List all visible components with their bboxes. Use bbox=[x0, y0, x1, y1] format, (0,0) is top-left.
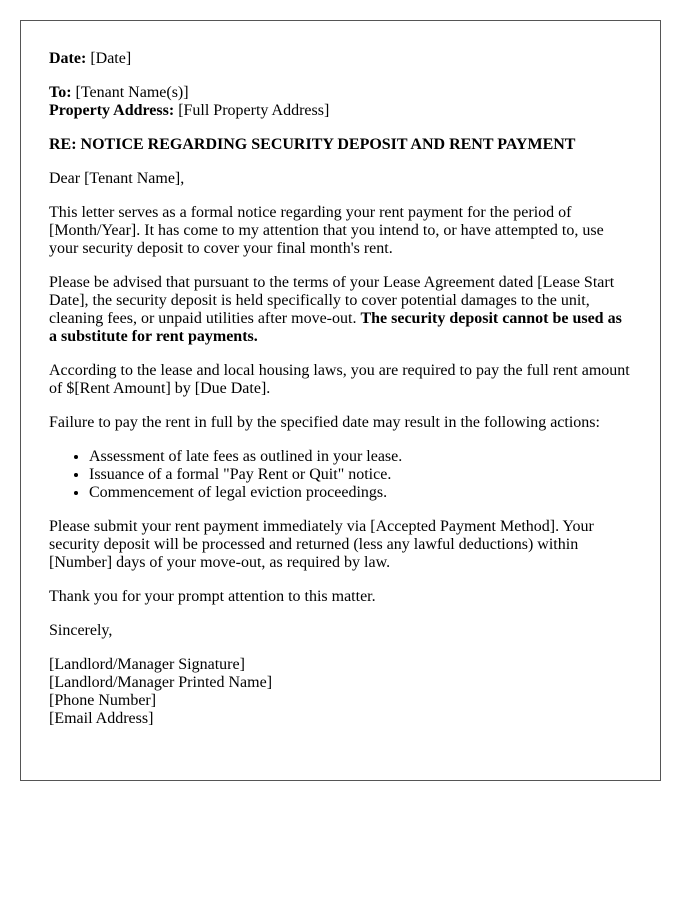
actions-list bbox=[49, 448, 631, 502]
paragraph-notice: This letter serves as a formal notice regarding your rent payment for the period of [Month/Year]. It has come to my attention that you intend to, or have attempted to, use your security deposit to cover your final month's rent. bbox=[49, 204, 604, 257]
lease-terms-text: Please be advised that pursuant to the terms of your Lease Agreement dated [Lease Start Date], the security deposit is held specifically to cover potential damages to the unit, cleaning fees, or unpaid utilities after move-out. bbox=[49, 274, 615, 327]
letter bbox=[20, 20, 661, 781]
email-line: [Email Address] bbox=[49, 710, 154, 727]
salutation: Dear [Tenant Name], bbox=[49, 170, 185, 187]
signature-line: [Landlord/Manager Signature] bbox=[49, 656, 245, 673]
address-label: Property Address: bbox=[49, 102, 175, 119]
to-label: To: bbox=[49, 84, 72, 101]
date-line bbox=[49, 50, 631, 68]
list-item: • Issuance of a formal "Pay Rent or Quit" notice. bbox=[89, 466, 631, 484]
list-item: • Assessment of late fees as outlined in your lease. bbox=[89, 448, 631, 466]
header-block bbox=[49, 50, 631, 68]
to-line bbox=[49, 84, 631, 102]
lease-terms-emphasis: The security deposit cannot be used as a substitute for rent payments. bbox=[49, 310, 622, 345]
date-label: Date: bbox=[49, 50, 87, 67]
address-value: [Full Property Address] bbox=[178, 102, 330, 119]
subject-line: RE: NOTICE REGARDING SECURITY DEPOSIT AND RENT PAYMENT bbox=[49, 136, 576, 153]
recipient-block bbox=[49, 84, 631, 120]
closing: Sincerely, bbox=[49, 622, 113, 639]
paragraph-payment-instructions: Please submit your rent payment immediately via [Accepted Payment Method]. Your security deposit will be processed and returned (less any lawful deductions) within [Number] days of your move-out, as required by law. bbox=[49, 518, 594, 571]
date-value: [Date] bbox=[90, 50, 132, 67]
signature-block bbox=[49, 656, 631, 728]
paragraph-rent-due: According to the lease and local housing laws, you are required to pay the full rent amount of $[Rent Amount] by [Due Date]. bbox=[49, 362, 630, 397]
paragraph-thanks: Thank you for your prompt attention to this matter. bbox=[49, 588, 376, 605]
printed-name-line: [Landlord/Manager Printed Name] bbox=[49, 674, 273, 691]
paragraph-lease-terms bbox=[49, 274, 631, 346]
list-item: • Commencement of legal eviction proceedings. bbox=[89, 484, 631, 502]
phone-line: [Phone Number] bbox=[49, 692, 157, 709]
address-line bbox=[49, 102, 631, 120]
to-value: [Tenant Name(s)] bbox=[75, 84, 189, 101]
paragraph-failure: Failure to pay the rent in full by the specified date may result in the following actions: bbox=[49, 414, 600, 431]
